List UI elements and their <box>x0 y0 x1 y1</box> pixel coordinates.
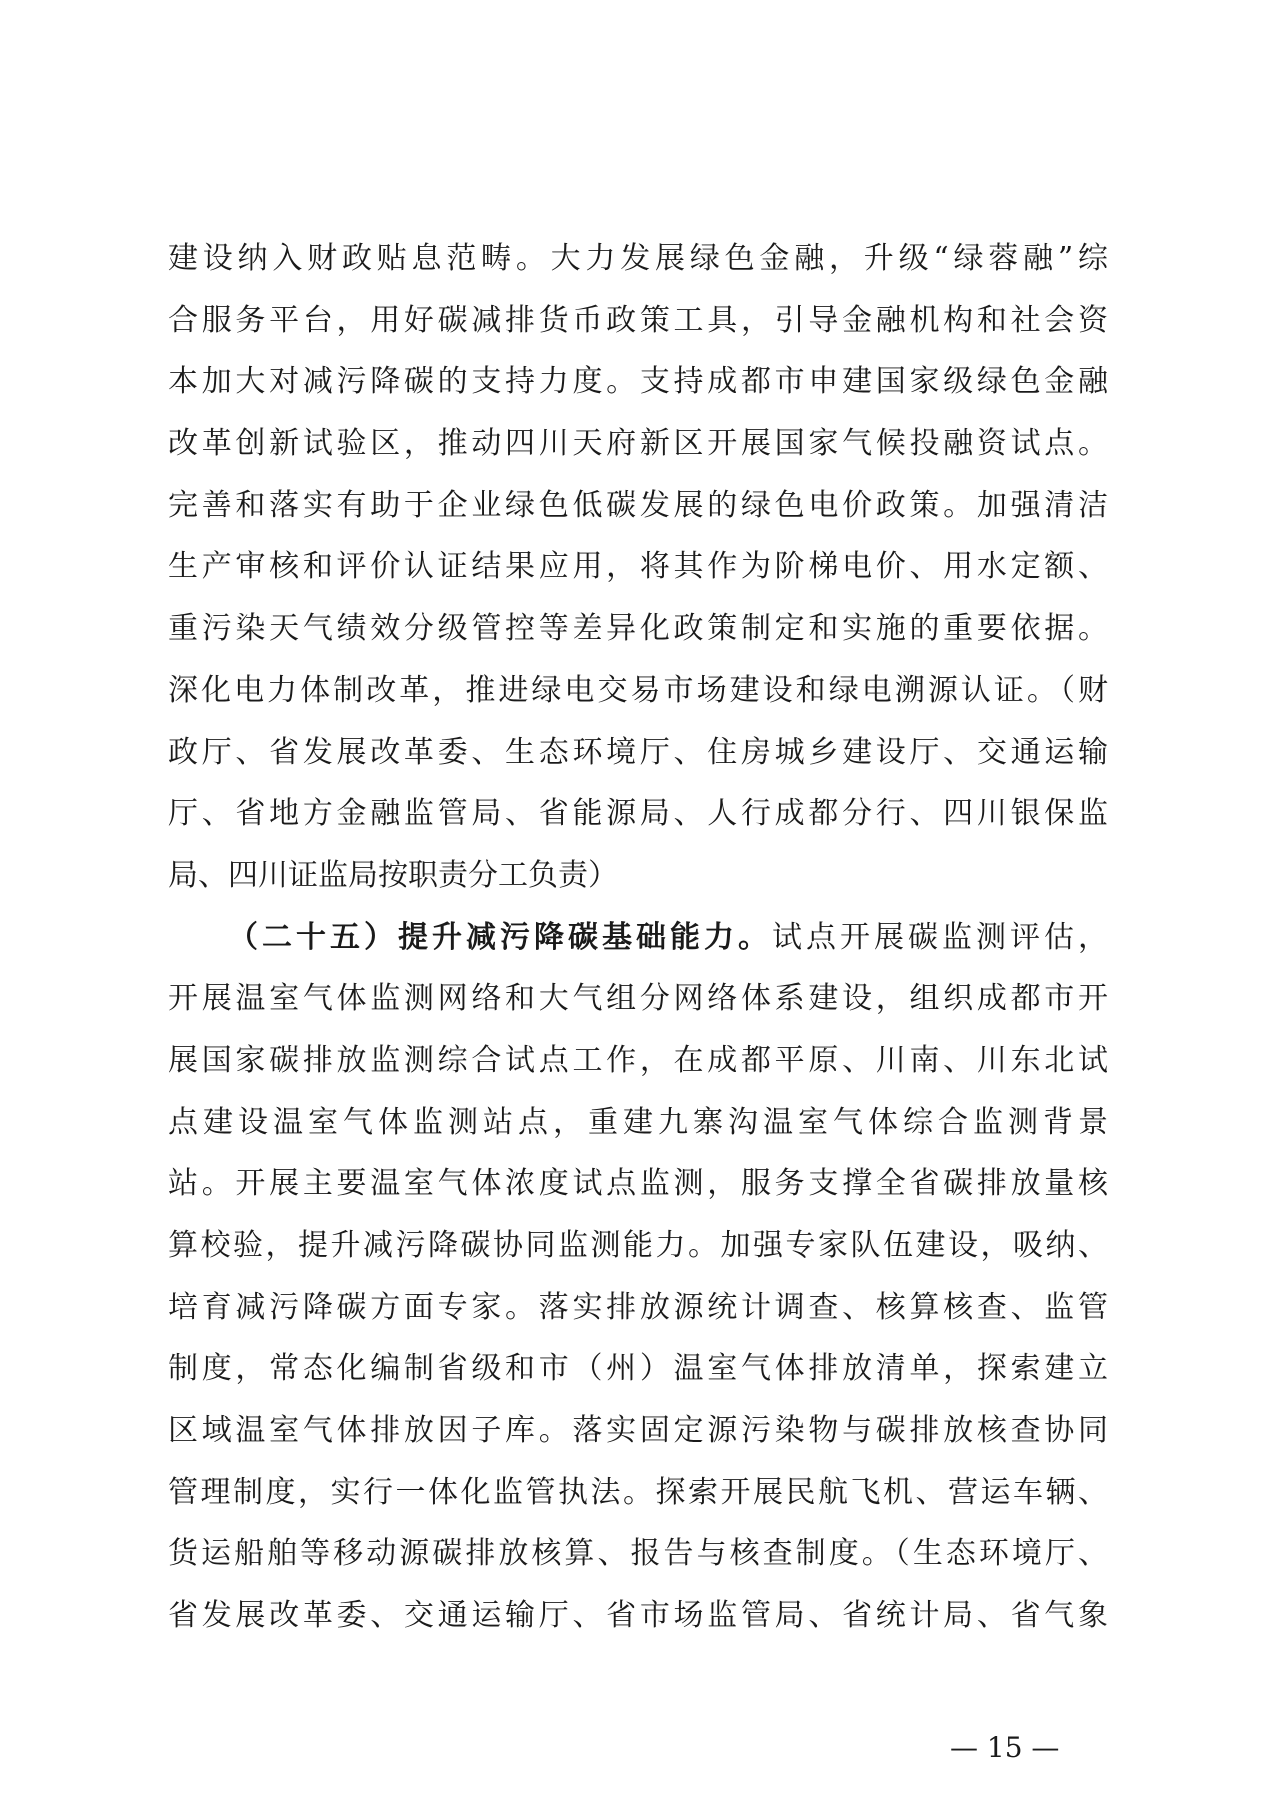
text-line: 政厅、省发展改革委、生态环境厅、住房城乡建设厅、交通运输 <box>168 734 1108 770</box>
text-line: 深化电力体制改革，推进绿电交易市场建设和绿电溯源认证。（财 <box>168 672 1108 708</box>
text-line: 改革创新试验区，推动四川天府新区开展国家气候投融资试点。 <box>168 426 1108 462</box>
text-line: 重污染天气绩效分级管控等差异化政策制定和实施的重要依据。 <box>168 611 1108 647</box>
text-segment: 试点开展碳监测评估， <box>772 919 1108 955</box>
paragraph-first-line <box>168 907 1108 969</box>
text-line: 合服务平台，用好碳减排货币政策工具，引导金融机构和社会资 <box>168 302 1108 338</box>
section-heading: （二十五）提升减污降碳基础能力。 <box>228 919 772 955</box>
page-number: — 15 — <box>950 1731 1060 1764</box>
text-line: 生产审核和评价认证结果应用，将其作为阶梯电价、用水定额、 <box>168 549 1108 585</box>
text-line: 算校验，提升减污降碳协同监测能力。加强专家队伍建设，吸纳、 <box>168 1228 1108 1263</box>
body-text <box>168 228 1108 1647</box>
text-line: 站。开展主要温室气体浓度试点监测，服务支撑全省碳排放量核 <box>168 1166 1108 1202</box>
text-line: 展国家碳排放监测综合试点工作，在成都平原、川南、川东北试 <box>168 1042 1108 1078</box>
text-line: 局、四川证监局按职责分工负责） <box>168 857 618 893</box>
text-line: 建设纳入财政贴息范畴。大力发展绿色金融，升级“绿蓉融”综 <box>168 241 1108 276</box>
text-line: 本加大对减污降碳的支持力度。支持成都市申建国家级绿色金融 <box>168 364 1108 400</box>
text-line: 省发展改革委、交通运输厅、省市场监管局、省统计局、省气象 <box>168 1598 1108 1634</box>
text-line: 制度，常态化编制省级和市（州）温室气体排放清单，探索建立 <box>168 1351 1108 1387</box>
text-line: 管理制度，实行一体化监管执法。探索开展民航飞机、营运车辆、 <box>168 1474 1108 1510</box>
text-line: 厅、省地方金融监管局、省能源局、人行成都分行、四川银保监 <box>168 796 1108 832</box>
text-line: 完善和落实有助于企业绿色低碳发展的绿色电价政策。加强清洁 <box>168 487 1108 523</box>
text-line: 开展温室气体监测网络和大气组分网络体系建设，组织成都市开 <box>168 981 1108 1017</box>
text-line: 货运船舶等移动源碳排放核算、报告与核查制度。（生态环境厅、 <box>168 1536 1108 1572</box>
text-line: 点建设温室气体监测站点，重建九寨沟温室气体综合监测背景 <box>168 1104 1108 1140</box>
text-line: 区域温室气体排放因子库。落实固定源污染物与碳排放核查协同 <box>168 1413 1108 1449</box>
text-line: 培育减污降碳方面专家。落实排放源统计调查、核算核查、监管 <box>168 1289 1108 1325</box>
